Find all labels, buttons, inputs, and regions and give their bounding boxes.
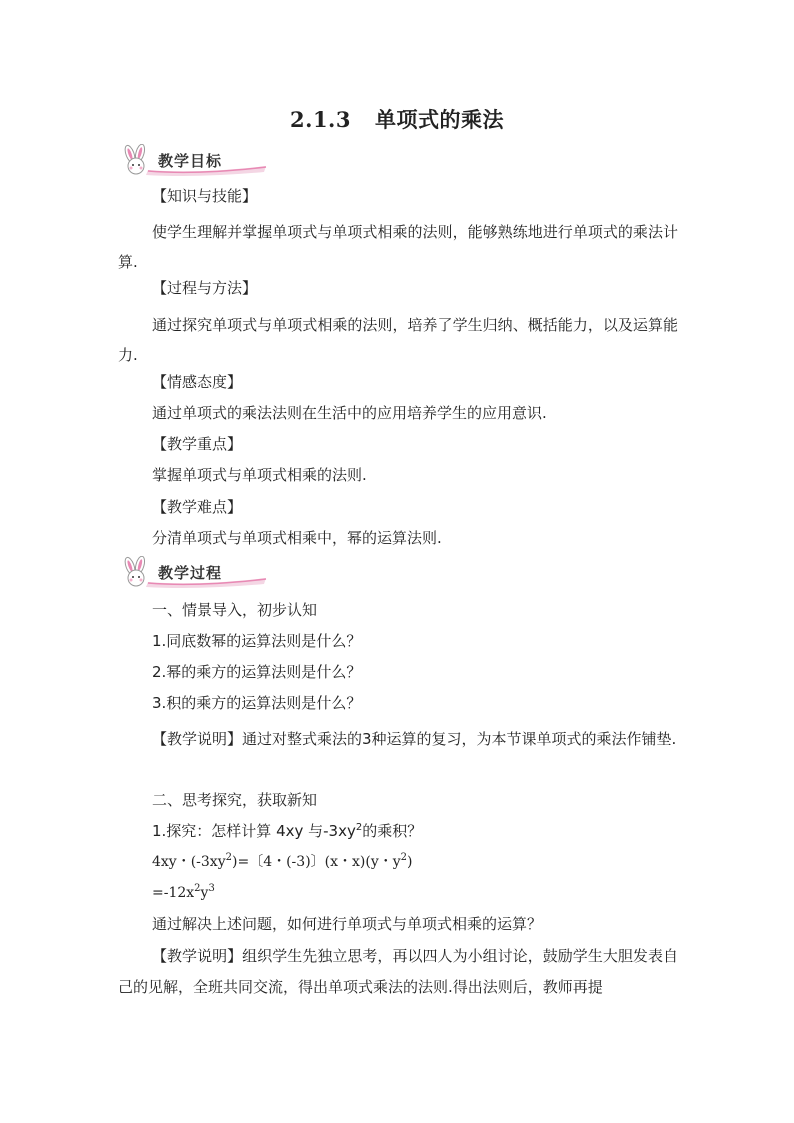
knowledge-text: 使学生理解并掌握单项式与单项式相乘的法则，能够熟练地进行单项式的乘法计算. [118, 223, 678, 271]
note-heading: 【教学说明】 [152, 730, 243, 748]
process-method-text: 通过探究单项式与单项式相乘的法则，培养了学生归纳、概括能力，以及运算能力. [118, 316, 678, 364]
banner-teaching-goals [118, 144, 268, 178]
explore-question [152, 821, 422, 841]
review-question-3: 3.积的乘方的运算法则是什么？ [152, 694, 362, 712]
exponent: 2 [355, 822, 363, 833]
section-number: 2.1.3 [290, 107, 351, 132]
emotion-text: 通过单项式的乘法法则在生活中的应用培养学生的应用意识. [152, 404, 547, 422]
section-intro-heading: 一、情景导入，初步认知 [152, 601, 318, 619]
equation-part: =-12x [152, 885, 195, 901]
method-question: 通过解决上述问题，如何进行单项式与单项式相乘的运算？ [152, 915, 543, 933]
equation-part: ) [407, 854, 413, 870]
banner-teaching-process [118, 556, 268, 590]
key-point-heading: 【教学重点】 [152, 435, 243, 453]
equation-line-2 [152, 883, 215, 903]
note-heading: 【教学说明】 [152, 947, 243, 965]
exponent: 2 [194, 883, 201, 894]
banner-label: 教学过程 [158, 564, 223, 582]
emotion-heading: 【情感态度】 [152, 373, 243, 391]
knowledge-heading: 【知识与技能】 [152, 187, 258, 205]
banner-label: 教学目标 [158, 152, 223, 170]
review-question-2: 2.幂的乘方的运算法则是什么？ [152, 663, 362, 681]
note-text: 通过对整式乘法的3种运算的复习，为本节课单项式的乘法作铺垫. [242, 730, 677, 748]
exponent: 2 [225, 852, 232, 863]
difficulty-heading: 【教学难点】 [152, 498, 243, 516]
section-title: 单项式的乘法 [374, 107, 504, 132]
exponent: 3 [208, 883, 215, 894]
note-text: 组织学生先独立思考，再以四人为小组讨论，鼓励学生大胆发表自己的见解，全班共同交流，得出单项式乘法的法则.得出法则后，教师再提 [118, 947, 678, 996]
teaching-note-1 [118, 724, 678, 755]
equation-part: )=〔4・(-3)〕(x・x)(y・y [232, 854, 401, 870]
difficulty-text: 分清单项式与单项式相乘中，幂的运算法则. [152, 529, 442, 547]
page-title [0, 104, 794, 134]
equation-part: 4xy・(-3xy [152, 854, 226, 870]
explore-text: 1.探究：怎样计算 4xy 与-3xy [152, 822, 356, 840]
review-question-1: 1.同底数幂的运算法则是什么？ [152, 632, 362, 650]
equation-part: y [200, 885, 209, 901]
teaching-note-2 [118, 941, 678, 1003]
process-method-heading: 【过程与方法】 [152, 279, 258, 297]
section-explore-heading: 二、思考探究，获取新知 [152, 791, 318, 809]
exponent: 2 [400, 852, 408, 863]
explore-text-end: 的乘积？ [362, 822, 423, 840]
equation-line-1 [152, 852, 413, 872]
key-point-text: 掌握单项式与单项式相乘的法则. [152, 466, 367, 484]
